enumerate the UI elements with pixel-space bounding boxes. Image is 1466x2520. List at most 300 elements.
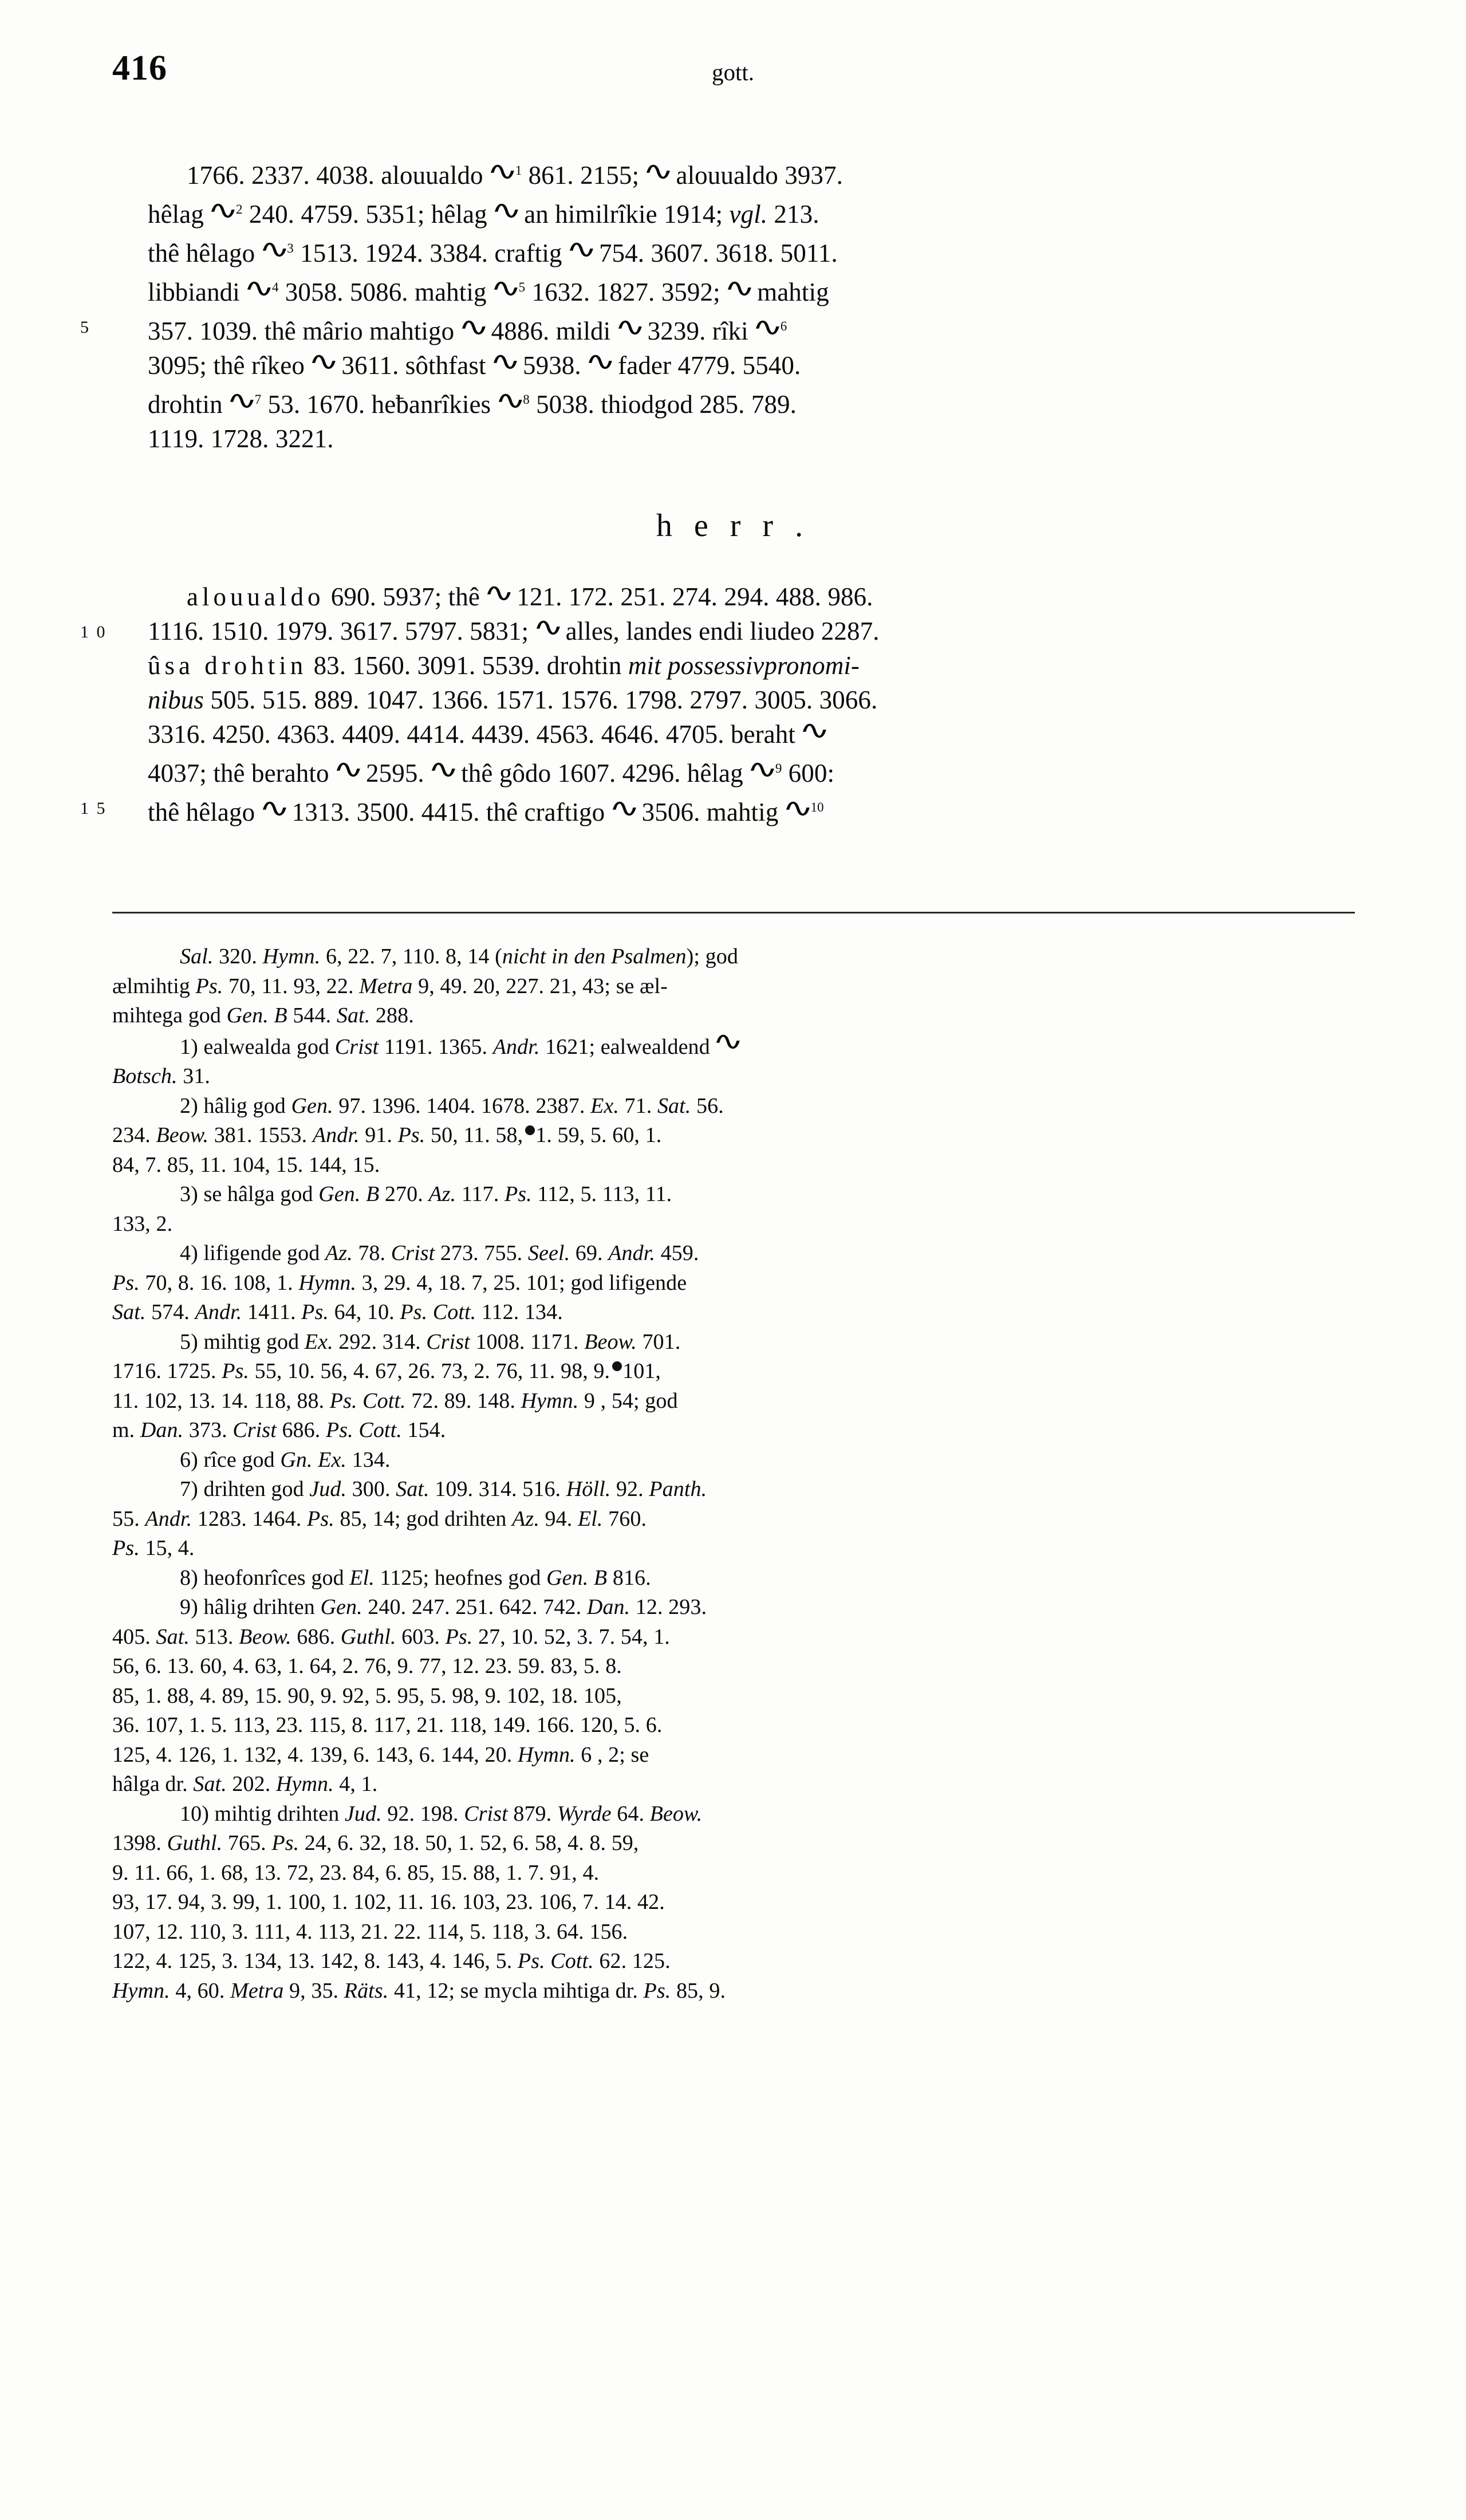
footnote-line bbox=[112, 1623, 1358, 1652]
footnote-line bbox=[112, 942, 1358, 972]
footnote-line bbox=[112, 1298, 1358, 1328]
italic-source-abbreviation: Sat. bbox=[396, 1477, 429, 1501]
italic-source-abbreviation: Az. bbox=[512, 1506, 539, 1531]
text-run: 765. bbox=[222, 1831, 272, 1855]
footnote-line bbox=[112, 1652, 1358, 1682]
text-run: 1513. 1924. 3384. craftig bbox=[293, 239, 569, 267]
text-run: 701. bbox=[636, 1329, 681, 1354]
italic-source-abbreviation: Gen. B bbox=[318, 1182, 380, 1206]
italic-source-abbreviation: Sat. bbox=[112, 1300, 146, 1324]
footnote-line bbox=[112, 1564, 1358, 1593]
text-run: 3) se hâlga god bbox=[180, 1182, 319, 1206]
text-run: 11. 102, 13. 14. 118, 88. bbox=[112, 1388, 330, 1413]
footnote-line bbox=[112, 1239, 1358, 1269]
swung-dash-mark: ∿ bbox=[483, 578, 514, 607]
text-run: 6) rîce god bbox=[180, 1447, 281, 1472]
text-run: 50, 11. 58, bbox=[425, 1123, 523, 1147]
italic-source-abbreviation: nicht in den Psalmen bbox=[502, 944, 687, 968]
text-run: 4, 60. bbox=[170, 1978, 231, 2003]
text-run: alles, landes endi liudeo 2287. bbox=[559, 617, 880, 645]
text-run: 3239. rîki bbox=[641, 317, 755, 345]
italic-source-abbreviation: Hymn. bbox=[298, 1270, 357, 1295]
text-run: 101, bbox=[622, 1359, 661, 1383]
text-run: drohtin bbox=[148, 390, 230, 419]
italic-source-abbreviation: Az. bbox=[325, 1241, 353, 1265]
text-run: 686. bbox=[291, 1624, 341, 1649]
text-run: 93, 17. 94, 3. 99, 1. 100, 1. 102, 11. 16. 103, 23. 106, 7. 14. 42. bbox=[112, 1890, 665, 1914]
italic-source-abbreviation: Crist bbox=[464, 1801, 508, 1826]
italic-source-abbreviation: Jud. bbox=[344, 1801, 382, 1826]
italic-source-abbreviation: Guthl. bbox=[340, 1624, 396, 1649]
text-run: 72. 89. 148. bbox=[405, 1388, 521, 1413]
entry-line bbox=[148, 231, 1345, 270]
text-run: hêlag bbox=[148, 200, 211, 229]
text-run: libbiandi bbox=[148, 278, 247, 306]
text-run: 288. bbox=[370, 1003, 414, 1027]
text-run: 4886. mildi bbox=[484, 317, 617, 345]
text-run: 9. 11. 66, 1. 68, 13. 72, 23. 84, 6. 85, 15. 88, 1. 7. 91, 4. bbox=[112, 1860, 600, 1885]
text-run: 5) mihtig god bbox=[180, 1329, 305, 1354]
text-run: 603. bbox=[396, 1624, 446, 1649]
text-run: 4) lifigende god bbox=[180, 1241, 325, 1265]
italic-source-abbreviation: Ps. bbox=[195, 974, 223, 998]
footnote-reference[interactable]: 8 bbox=[523, 392, 530, 407]
swung-dash-mark: ∿ bbox=[782, 794, 812, 822]
text-run: 36. 107, 1. 5. 113, 23. 115, 8. 117, 21. 118, 149. 166. 120, 5. 6. bbox=[112, 1713, 663, 1737]
italic-source-abbreviation: Andr. bbox=[492, 1034, 540, 1059]
swung-dash-mark: ∿ bbox=[747, 755, 777, 783]
italic-source-abbreviation: El. bbox=[349, 1565, 375, 1590]
italic-source-abbreviation: Ps. bbox=[112, 1270, 140, 1295]
footnote-reference[interactable]: 6 bbox=[780, 319, 787, 333]
italic-source-abbreviation: Ps. bbox=[307, 1506, 334, 1531]
text-run: 64, 10. bbox=[328, 1300, 400, 1324]
text-run: 84, 7. 85, 11. 104, 15. 144, 15. bbox=[112, 1152, 380, 1177]
text-run: 3, 29. 4, 18. 7, 25. 101; god lifigende bbox=[356, 1270, 687, 1295]
text-run: 273. 755. bbox=[435, 1241, 528, 1265]
text-run: 3095; thê rîkeo bbox=[148, 351, 312, 380]
footnote-line bbox=[112, 1121, 1358, 1151]
text-run: 70, 8. 16. 108, 1. bbox=[139, 1270, 299, 1295]
text-run: thê hêlago bbox=[148, 798, 262, 826]
text-run: 381. 1553. bbox=[208, 1123, 313, 1147]
text-run: 122, 4. 125, 3. 134, 13. 142, 8. 143, 4. 146, 5. bbox=[112, 1949, 518, 1973]
italic-source-abbreviation: Ex. bbox=[590, 1093, 619, 1118]
text-run: 3316. 4250. 4363. 4409. 4414. 4439. 4563. 4646. 4705. beraht bbox=[148, 720, 802, 749]
italic-source-abbreviation: El. bbox=[577, 1506, 603, 1531]
page-number: 416 bbox=[112, 49, 167, 88]
text-run: 56. bbox=[691, 1093, 724, 1118]
swung-dash-mark: ∿ bbox=[332, 755, 362, 783]
entry-line bbox=[148, 383, 1345, 422]
text-run: 121. 172. 251. 274. 294. 488. 986. bbox=[510, 582, 873, 611]
swung-dash-mark: ∿ bbox=[799, 716, 829, 745]
text-run: 1766. 2337. 4038. alouualdo bbox=[187, 161, 490, 190]
footnote-line bbox=[112, 1446, 1358, 1475]
text-run: 56, 6. 13. 60, 4. 63, 1. 64, 2. 76, 9. 77, 12. 23. 59. 83, 5. 8. bbox=[112, 1654, 622, 1678]
text-run: 300. bbox=[346, 1477, 396, 1501]
swung-dash-mark: ∿ bbox=[643, 157, 673, 186]
italic-source-abbreviation: Sal. bbox=[180, 944, 214, 968]
text-run: 78. bbox=[352, 1241, 391, 1265]
text-run: 70, 11. 93, 22. bbox=[223, 974, 360, 998]
footnote-line bbox=[112, 1888, 1358, 1917]
text-run: 53. 1670. heƀanrîkies bbox=[261, 390, 498, 419]
italic-source-abbreviation: Crist bbox=[334, 1034, 379, 1059]
italic-source-abbreviation: Sat. bbox=[156, 1624, 190, 1649]
entry-line bbox=[148, 348, 1345, 383]
swung-dash-mark: ∿ bbox=[585, 347, 614, 376]
entry-line bbox=[148, 422, 1345, 456]
entry-line bbox=[148, 580, 1356, 614]
text-run: 213. bbox=[767, 200, 819, 229]
footnote-line bbox=[112, 1416, 1358, 1446]
italic-source-abbreviation: Gen. bbox=[291, 1093, 333, 1118]
footnote-line bbox=[112, 1800, 1358, 1829]
swung-dash-mark: ∿ bbox=[751, 313, 782, 341]
italic-source-abbreviation: Ps. bbox=[222, 1359, 250, 1383]
swung-dash-mark: ∿ bbox=[494, 386, 525, 415]
italic-source-abbreviation: Sat. bbox=[193, 1772, 227, 1796]
text-run: 459. bbox=[655, 1241, 699, 1265]
text-run: 816. bbox=[607, 1565, 651, 1590]
text-run: 134. bbox=[346, 1447, 391, 1472]
footnote-line bbox=[112, 1151, 1358, 1180]
text-run: 109. 314. 516. bbox=[429, 1477, 566, 1501]
text-run: 760. bbox=[602, 1506, 647, 1531]
swung-dash-mark: ∿ bbox=[458, 313, 488, 341]
entry-line bbox=[80, 613, 1356, 648]
text-run: 85, 1. 88, 4. 89, 15. 90, 9. 92, 5. 95, 5. 98, 9. 102, 18. 105, bbox=[112, 1683, 622, 1708]
text-run: mahtig bbox=[750, 278, 829, 306]
footnote-reference[interactable]: 7 bbox=[254, 392, 262, 407]
text-run: 1) ealwealda god bbox=[180, 1034, 335, 1059]
italic-source-abbreviation: Ps. Cott. bbox=[400, 1300, 476, 1324]
text-run: an himilrîkie 1914; bbox=[517, 200, 730, 229]
italic-source-abbreviation: Andr. bbox=[195, 1300, 242, 1324]
entry-line bbox=[80, 790, 1356, 829]
footnote-divider-rule bbox=[112, 912, 1355, 914]
text-run: 1116. 1510. 1979. 3617. 5797. 5831; bbox=[148, 617, 535, 645]
italic-source-abbreviation: Metra bbox=[230, 1978, 284, 2003]
text-run: 513. bbox=[189, 1624, 239, 1649]
text-run: 117. bbox=[456, 1182, 505, 1206]
footnote-line bbox=[112, 1711, 1358, 1741]
italic-source-abbreviation: Guthl. bbox=[167, 1831, 223, 1855]
text-run: 686. bbox=[276, 1418, 326, 1442]
swung-dash-mark: ∿ bbox=[428, 755, 458, 783]
text-run: 69. bbox=[570, 1241, 609, 1265]
text-run: 600: bbox=[782, 759, 835, 788]
italic-source-abbreviation: Beow. bbox=[649, 1801, 703, 1826]
entry-block-herr bbox=[80, 578, 1356, 829]
swung-dash-mark: ∿ bbox=[608, 794, 639, 822]
italic-source-abbreviation: Andr. bbox=[145, 1506, 192, 1531]
text-run: 357. 1039. thê mârio mahtigo bbox=[148, 317, 461, 345]
swung-dash-mark: ∿ bbox=[491, 196, 521, 225]
text-run: 133, 2. bbox=[112, 1211, 173, 1236]
italic-source-abbreviation: Hymn. bbox=[262, 944, 321, 968]
italic-source-abbreviation: Hymn. bbox=[517, 1742, 576, 1767]
swung-dash-mark: ∿ bbox=[490, 274, 520, 302]
italic-source-abbreviation: Sat. bbox=[657, 1093, 691, 1118]
italic-source-abbreviation: Wyrde bbox=[557, 1801, 612, 1826]
swung-dash-mark: ∿ bbox=[614, 313, 644, 341]
text-run: hâlga dr. bbox=[112, 1772, 194, 1796]
footnote-line bbox=[112, 1180, 1358, 1210]
swung-dash-mark: ∿ bbox=[243, 274, 273, 302]
text-run: 9, 49. 20, 227. 21, 43; se æl- bbox=[412, 974, 668, 998]
italic-source-abbreviation: Ex. bbox=[304, 1329, 333, 1354]
italic-source-abbreviation: Ps. Cott. bbox=[329, 1388, 406, 1413]
italic-source-abbreviation: Ps. bbox=[301, 1300, 329, 1324]
entry-line bbox=[148, 648, 1356, 683]
footnote-line bbox=[112, 1475, 1358, 1505]
text-run: 94. bbox=[539, 1506, 578, 1531]
swung-dash-mark: ∿ bbox=[226, 386, 256, 415]
italic-source-abbreviation: Dan. bbox=[586, 1595, 630, 1619]
running-title: gott. bbox=[711, 59, 755, 85]
italic-source-abbreviation: Crist bbox=[426, 1329, 470, 1354]
entry-line bbox=[148, 751, 1356, 790]
text-run: 879. bbox=[507, 1801, 557, 1826]
text-run: 1191. 1365. bbox=[379, 1034, 493, 1059]
text-run: 12. 293. bbox=[630, 1595, 707, 1619]
italic-source-abbreviation: Höll. bbox=[566, 1477, 611, 1501]
swung-dash-mark: ∿ bbox=[207, 196, 238, 225]
text-run: 92. bbox=[610, 1477, 649, 1501]
text-run: thê gôdo 1607. 4296. hêlag bbox=[454, 759, 750, 788]
text-run: 107, 12. 110, 3. 111, 4. 113, 21. 22. 114, 5. 118, 3. 64. 156. bbox=[112, 1919, 628, 1944]
footnote-apparatus bbox=[112, 942, 1358, 2006]
text-run: alouualdo 3937. bbox=[669, 161, 843, 190]
footnote-reference[interactable]: 5 bbox=[518, 280, 526, 294]
text-run: 1398. bbox=[112, 1831, 167, 1855]
spaced-headword: alouualdo bbox=[187, 582, 325, 611]
swung-dash-mark: ∿ bbox=[712, 1026, 743, 1056]
text-run: 240. 4759. 5351; hêlag bbox=[242, 200, 494, 229]
italic-source-abbreviation: Gen. B bbox=[546, 1565, 608, 1590]
text-run: 31. bbox=[177, 1064, 211, 1088]
entry-block-gott bbox=[80, 153, 1345, 456]
text-run: 9) hâlig drihten bbox=[180, 1595, 321, 1619]
text-run: 405. bbox=[112, 1624, 156, 1649]
text-run: 373. bbox=[183, 1418, 233, 1442]
footnote-line bbox=[112, 1328, 1358, 1357]
text-run: 1119. 1728. 3221. bbox=[148, 424, 334, 453]
entry-line bbox=[80, 309, 1345, 348]
footnote-line bbox=[112, 1741, 1358, 1770]
ink-blot-mark bbox=[612, 1361, 622, 1371]
italic-source-abbreviation: Ps. bbox=[271, 1831, 299, 1855]
italic-source-abbreviation: Gen. B bbox=[226, 1003, 287, 1027]
footnote-line bbox=[112, 1770, 1358, 1800]
text-run: 292. 314. bbox=[333, 1329, 427, 1354]
text-run: 574. bbox=[145, 1300, 195, 1324]
text-run: 1632. 1827. 3592; bbox=[525, 278, 727, 306]
ink-blot-mark bbox=[525, 1125, 535, 1135]
text-run: 1411. bbox=[242, 1300, 302, 1324]
footnote-line bbox=[112, 1917, 1358, 1947]
text-run: 9, 35. bbox=[283, 1978, 344, 2003]
footnote-line bbox=[112, 1858, 1358, 1888]
text-run: 690. 5937; thê bbox=[324, 582, 487, 611]
text-run: 754. 3607. 3618. 5011. bbox=[592, 239, 838, 267]
footnote-line bbox=[112, 1062, 1358, 1092]
spaced-headword: ûsa drohtin bbox=[148, 651, 308, 680]
text-run: 112. 134. bbox=[476, 1300, 563, 1324]
section-heading-herr: h e r r . bbox=[656, 508, 810, 544]
text-run: 1716. 1725. bbox=[112, 1359, 222, 1383]
footnote-line bbox=[112, 1976, 1358, 2006]
italic-source-abbreviation: vgl. bbox=[729, 200, 768, 229]
swung-dash-mark: ∿ bbox=[258, 235, 289, 263]
swung-dash-mark: ∿ bbox=[486, 157, 517, 186]
text-run: 85, 9. bbox=[671, 1978, 726, 2003]
text-run: 27, 10. 52, 3. 7. 54, 1. bbox=[472, 1624, 670, 1649]
text-run: ælmihtig bbox=[112, 974, 196, 998]
swung-dash-mark: ∿ bbox=[724, 274, 754, 302]
margin-line-number: 1 5 bbox=[80, 799, 107, 818]
footnote-line bbox=[112, 1210, 1358, 1239]
text-run: 112, 5. 113, 11. bbox=[531, 1182, 672, 1206]
text-run: 2595. bbox=[359, 759, 431, 788]
text-run: 10) mihtig drihten bbox=[180, 1801, 345, 1826]
text-run: 240. 247. 251. 642. 742. bbox=[362, 1595, 587, 1619]
italic-source-abbreviation: Beow. bbox=[239, 1624, 291, 1649]
footnote-line bbox=[112, 1026, 1358, 1062]
footnote-reference[interactable]: 4 bbox=[271, 280, 279, 294]
text-run: 1313. 3500. 4415. thê craftigo bbox=[285, 798, 612, 826]
text-run: 3058. 5086. mahtig bbox=[278, 278, 493, 306]
footnote-line bbox=[112, 1505, 1358, 1534]
text-run: 2) hâlig god bbox=[180, 1093, 291, 1118]
text-run: m. bbox=[112, 1418, 140, 1442]
italic-source-abbreviation: mit possessivpronomi- bbox=[628, 651, 860, 680]
italic-source-abbreviation: Ps. bbox=[112, 1536, 140, 1560]
italic-source-abbreviation: Ps. bbox=[445, 1624, 473, 1649]
italic-source-abbreviation: Ps. bbox=[504, 1182, 532, 1206]
text-run: 544. bbox=[287, 1003, 337, 1027]
italic-source-abbreviation: Seel. bbox=[527, 1241, 570, 1265]
footnote-reference[interactable]: 1 bbox=[515, 163, 522, 178]
swung-dash-mark: ∿ bbox=[532, 613, 562, 641]
footnote-line bbox=[112, 1387, 1358, 1416]
swung-dash-mark: ∿ bbox=[308, 347, 338, 376]
italic-source-abbreviation: Az. bbox=[428, 1182, 456, 1206]
text-run: 55. bbox=[112, 1506, 145, 1531]
text-run: 85, 14; god drihten bbox=[334, 1506, 513, 1531]
text-run: 1621; ealwealdend bbox=[539, 1034, 716, 1059]
text-run: 320. bbox=[213, 944, 263, 968]
text-run: 234. bbox=[112, 1123, 156, 1147]
italic-source-abbreviation: Crist bbox=[391, 1241, 435, 1265]
margin-line-number: 1 0 bbox=[80, 623, 107, 641]
text-run: ); god bbox=[686, 944, 738, 968]
footnote-line bbox=[112, 1593, 1358, 1623]
text-run: 41, 12; se mycla mihtiga dr. bbox=[388, 1978, 644, 2003]
text-run: thê hêlago bbox=[148, 239, 262, 267]
italic-source-abbreviation: Crist bbox=[232, 1418, 277, 1442]
text-run: 6 , 2; se bbox=[575, 1742, 649, 1767]
text-run: 1125; heofnes god bbox=[374, 1565, 547, 1590]
footnote-reference[interactable]: 3 bbox=[287, 241, 294, 255]
italic-source-abbreviation: Ps. Cott. bbox=[517, 1949, 594, 1973]
italic-source-abbreviation: Andr. bbox=[312, 1123, 360, 1147]
text-run: fader 4779. 5540. bbox=[611, 351, 801, 380]
text-run: 24, 6. 32, 18. 50, 1. 52, 6. 58, 4. 8. 59, bbox=[299, 1831, 639, 1855]
text-run: 4, 1. bbox=[333, 1772, 378, 1796]
text-run: 125, 4. 126, 1. 132, 4. 139, 6. 143, 6. 144, 20. bbox=[112, 1742, 518, 1767]
text-run: 3611. sôthfast bbox=[335, 351, 492, 380]
italic-source-abbreviation: Beow. bbox=[156, 1123, 209, 1147]
text-run: 6, 22. 7, 110. 8, 14 ( bbox=[320, 944, 502, 968]
italic-source-abbreviation: Hymn. bbox=[521, 1388, 579, 1413]
entry-line bbox=[148, 270, 1345, 309]
entry-line bbox=[148, 683, 1356, 717]
text-run: 1008. 1171. bbox=[470, 1329, 585, 1354]
footnote-line bbox=[112, 1947, 1358, 1976]
swung-dash-mark: ∿ bbox=[565, 235, 596, 263]
swung-dash-mark: ∿ bbox=[489, 347, 519, 376]
italic-source-abbreviation: Sat. bbox=[336, 1003, 371, 1027]
entry-line bbox=[148, 153, 1345, 192]
footnote-reference[interactable]: 2 bbox=[236, 202, 243, 216]
text-run: 1. 59, 5. 60, 1. bbox=[535, 1123, 662, 1147]
italic-source-abbreviation: Ps. bbox=[643, 1978, 671, 2003]
swung-dash-mark: ∿ bbox=[258, 794, 289, 822]
footnote-reference[interactable]: 9 bbox=[775, 761, 782, 775]
entry-line bbox=[148, 192, 1345, 231]
footnote-line bbox=[112, 972, 1358, 1002]
italic-source-abbreviation: Ps. bbox=[397, 1123, 425, 1147]
italic-source-abbreviation: Metra bbox=[359, 974, 413, 998]
footnote-line bbox=[112, 1357, 1358, 1387]
text-run: 91. bbox=[359, 1123, 398, 1147]
text-run: 5038. thiodgod 285. 789. bbox=[529, 390, 797, 419]
footnote-line bbox=[112, 1682, 1358, 1711]
text-run: 154. bbox=[401, 1418, 446, 1442]
text-run: 62. 125. bbox=[593, 1949, 671, 1973]
entry-line bbox=[148, 717, 1356, 751]
footnote-reference[interactable]: 10 bbox=[810, 800, 824, 814]
italic-source-abbreviation: nibus bbox=[148, 686, 204, 714]
italic-source-abbreviation: Andr. bbox=[608, 1241, 655, 1265]
italic-source-abbreviation: Ps. Cott. bbox=[325, 1418, 402, 1442]
italic-source-abbreviation: Hymn. bbox=[112, 1978, 170, 2003]
text-run: 55, 10. 56, 4. 67, 26. 73, 2. 76, 11. 98, 9. bbox=[249, 1359, 610, 1383]
italic-source-abbreviation: Panth. bbox=[649, 1477, 707, 1501]
italic-source-abbreviation: Jud. bbox=[309, 1477, 347, 1501]
text-run: 5938. bbox=[516, 351, 588, 380]
text-run: 4037; thê berahto bbox=[148, 759, 336, 788]
text-run: 71. bbox=[618, 1093, 657, 1118]
text-run: 505. 515. 889. 1047. 1366. 1571. 1576. 1798. 2797. 3005. 3066. bbox=[204, 686, 878, 714]
footnote-line bbox=[112, 1829, 1358, 1858]
italic-source-abbreviation: Gen. bbox=[320, 1595, 362, 1619]
text-run: 1283. 1464. bbox=[192, 1506, 308, 1531]
text-run: mihtega god bbox=[112, 1003, 227, 1027]
text-run: 83. 1560. 3091. 5539. drohtin bbox=[307, 651, 628, 680]
text-run: 64. bbox=[611, 1801, 650, 1826]
text-run: 202. bbox=[226, 1772, 276, 1796]
text-run: 97. 1396. 1404. 1678. 2387. bbox=[333, 1093, 591, 1118]
italic-source-abbreviation: Räts. bbox=[344, 1978, 389, 2003]
running-head bbox=[0, 50, 1466, 102]
footnote-line bbox=[112, 1092, 1358, 1121]
footnote-line bbox=[112, 1534, 1358, 1564]
text-run: 9 , 54; god bbox=[578, 1388, 678, 1413]
